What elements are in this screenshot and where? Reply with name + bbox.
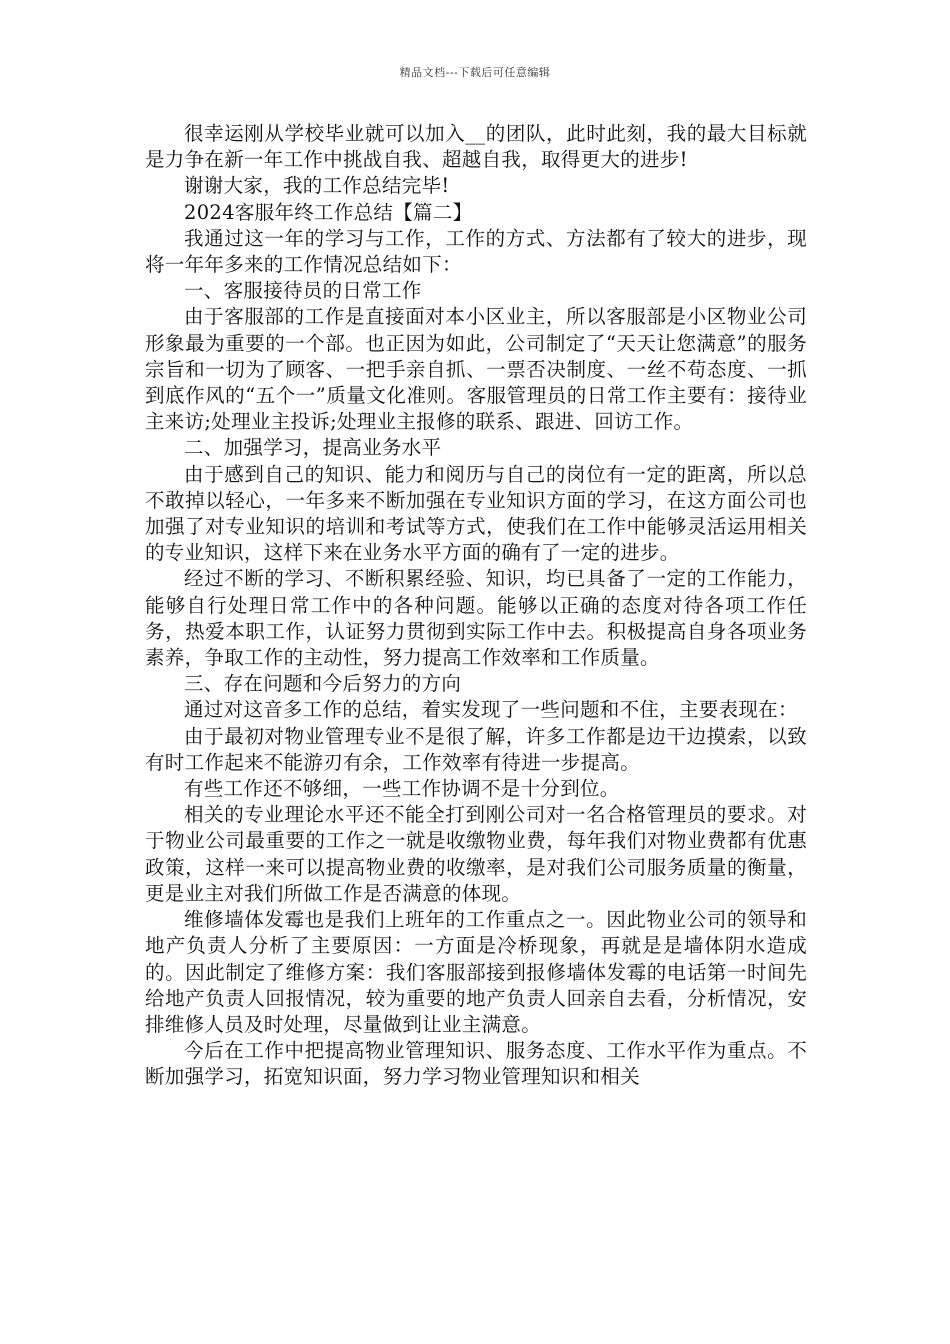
paragraph-intro: 我通过这一年的学习与工作，工作的方式、方法都有了较大的进步，现将一年年多来的工作情况总结如下： <box>145 226 807 277</box>
heading-1: 一、客服接待员的日常工作 <box>184 279 422 303</box>
heading-3: 三、存在问题和今后努力的方向 <box>184 672 462 696</box>
heading-2: 二、加强学习，提高业务水平 <box>184 436 442 460</box>
paragraph-problem-2: 有些工作还不够细，一些工作协调不是十分到位。 <box>184 777 620 801</box>
paragraph-problem-3: 相关的专业理论水平还不能全打到刚公司对一名合格管理员的要求。对于物业公司最重要的工作之一就是收缴物业费，每年我们对物业费都有优惠政策，这样一来可以提高物业费的收缴率，是对我们公司服务质量的衡量，更是业主对我们所做工作是否满意的体现。 <box>145 803 807 905</box>
paragraph-problem-1: 由于最初对物业管理专业不是很了解，许多工作都是边干边摸索，以致有时工作起来不能游刃有余，工作效率有待进一步提高。 <box>145 724 807 774</box>
document-body <box>145 121 807 1091</box>
paragraph-thanks: 谢谢大家，我的工作总结完毕! <box>184 174 450 198</box>
paragraph-study: 由于感到自己的知识、能力和阅历与自己的岗位有一定的距离，所以总不敢掉以轻心，一年多来不断加强在专业知识方面的学习，在这方面公司也加强了对专业知识的培训和考试等方式，使我们在工作中能够灵活运用相关的专业知识，这样下来在业务水平方面的确有了一定的进步。 <box>145 462 807 565</box>
paragraph-problems-intro: 通过对这音多工作的总结，着实发现了一些问题和不住，主要表现在： <box>184 698 798 722</box>
paragraph-ability: 经过不断的学习、不断积累经验、知识，均已具备了一定的工作能力，能够自行处理日常工作中的各种问题。能够以正确的态度对待各项工作任务，热爱本职工作，认证努力贯彻到实际工作中去。积极提高自身各项业务素养，争取工作的主动性，努力提高工作效率和工作质量。 <box>145 567 807 670</box>
paragraph-daily-work: 由于客服部的工作是直接面对本小区业主，所以客服部是小区物业公司形象最为重要的一个部。也正因为如此，公司制定了“天天让您满意”的服务宗旨和一切为了顾客、一把手亲自抓、一票否决制度、一丝不苟态度、一抓到底作风的“五个一”质量文化准则。客服管理员的日常工作主要有：接待业主来访;处理业主投诉;处理业主报修的联系、跟进、回访工作。 <box>145 305 807 434</box>
page-header: 精品文档---下载后可任意编辑 <box>399 66 551 79</box>
paragraph-maintenance: 维修墙体发霉也是我们上班年的工作重点之一。因此物业公司的领导和地产负责人分析了主要原因：一方面是冷桥现象，再就是是墙体阴水造成的。因此制定了维修方案：我们客服部接到报修墙体发霉的电话第一时间先给地产负责人回报情况，较为重要的地产负责人回亲自去看，分析情况，安排维修人员及时处理，尽量做到让业主满意。 <box>145 908 807 1036</box>
paragraph-future: 今后在工作中把提高物业管理知识、服务态度、工作水平作为重点。不断加强学习，拓宽知识面，努力学习物业管理知识和相关 <box>145 1039 807 1089</box>
paragraph-closing-1: 很幸运刚从学校毕业就可以加入__的团队，此时此刻，我的最大目标就是力争在新一年工作中挑战自我、超越自我，取得更大的进步! <box>145 122 807 172</box>
section-title: 2024客服年终工作总结【篇二】 <box>184 200 473 224</box>
